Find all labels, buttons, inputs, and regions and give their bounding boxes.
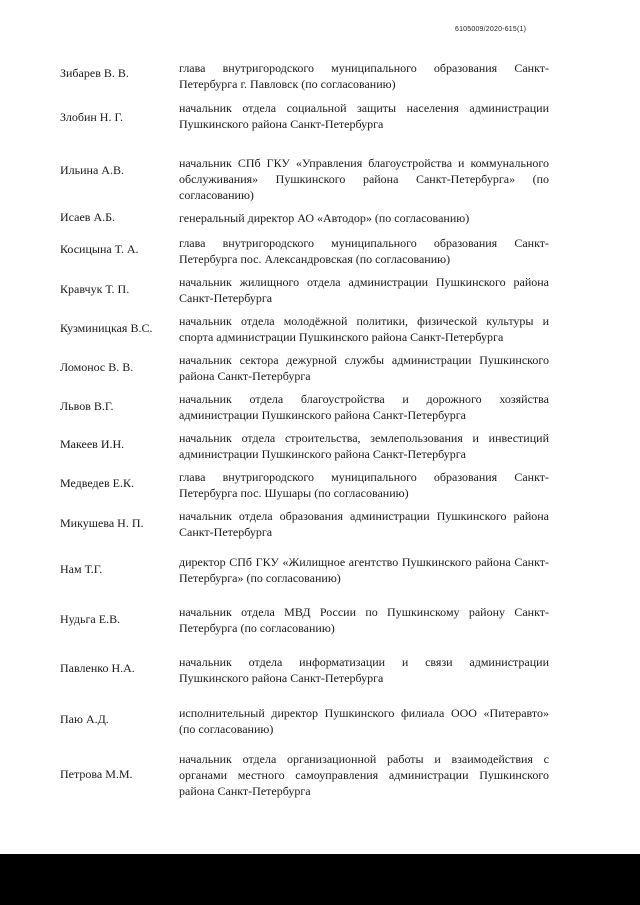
person-position: глава внутригородского муниципального образования Санкт-Петербурга г. Павловск (по согласованию) — [179, 61, 549, 91]
document-number: 6105009/2020-615(1) — [455, 26, 527, 33]
person-position: исполнительный директор Пушкинского филиала ООО «Питеравто» (по согласованию) — [179, 706, 549, 736]
person-position: начальник отдела образования администрации Пушкинского района Санкт-Петербурга — [179, 509, 549, 539]
person-name: Ломонос В. В. — [60, 360, 134, 374]
person-name: Исаев А.Б. — [60, 210, 116, 224]
person-name: Павленко Н.А. — [60, 661, 135, 675]
person-name: Нудьга Е.В. — [60, 612, 121, 626]
person-name: Зибарев В. В. — [60, 66, 129, 80]
person-name: Кравчук Т. П. — [60, 282, 130, 296]
person-name: Макеев И.Н. — [60, 437, 125, 451]
person-position: генеральный директор АО «Автодор» (по согласованию) — [179, 211, 470, 225]
person-position: глава внутригородского муниципального образования Санкт-Петербурга пос. Александровская (по согласованию) — [179, 236, 549, 266]
person-position: начальник жилищного отдела администрации Пушкинского района Санкт-Петербурга — [179, 275, 549, 305]
person-position: начальник отдела социальной защиты населения администрации Пушкинского района Санкт-Петербурга — [179, 101, 549, 131]
person-position: начальник отдела молодёжной политики, физической культуры и спорта администрации Пушкинского района Санкт-Петербурга — [179, 314, 549, 344]
person-name: Злобин Н. Г. — [60, 110, 124, 124]
person-position: глава внутригородского муниципального образования Санкт-Петербурга пос. Шушары (по согласованию) — [179, 470, 549, 500]
person-position: начальник отдела организационной работы и взаимодействия с органами местного самоуправления администрации Пушкинского района Санкт-Петербурга — [179, 752, 549, 798]
person-position: директор СПб ГКУ «Жилищное агентство Пушкинского района Санкт-Петербурга» (по согласованию) — [179, 555, 549, 585]
person-name: Медведев Е.К. — [60, 476, 134, 490]
person-position: начальник сектора дежурной службы администрации Пушкинского района Санкт-Петербурга — [179, 353, 549, 383]
person-name: Львов В.Г. — [60, 399, 114, 413]
person-name: Микушева Н. П. — [60, 516, 144, 530]
person-name: Ильина А.В. — [60, 163, 124, 177]
person-name: Паю А.Д. — [60, 712, 109, 726]
scan-border — [0, 854, 640, 905]
person-name: Петрова М.М. — [60, 767, 133, 781]
person-name: Нам Т.Г. — [60, 562, 103, 576]
person-position: начальник СПб ГКУ «Управления благоустройства и коммунального обслуживания» Пушкинского района Санкт-Петербурга» (по согласованию) — [179, 156, 549, 202]
person-position: начальник отдела строительства, землепользования и инвестиций администрации Пушкинского района Санкт-Петербурга — [179, 431, 549, 461]
person-position: начальник отдела МВД России по Пушкинскому району Санкт-Петербурга (по согласованию) — [179, 605, 549, 635]
person-name: Кузминицкая В.С. — [60, 321, 153, 335]
person-position: начальник отдела информатизации и связи администрации Пушкинского района Санкт-Петербурга — [179, 655, 549, 685]
person-position: начальник отдела благоустройства и дорожного хозяйства администрации Пушкинского района Санкт-Петербурга — [179, 392, 549, 422]
person-name: Косицына Т. А. — [60, 242, 139, 256]
